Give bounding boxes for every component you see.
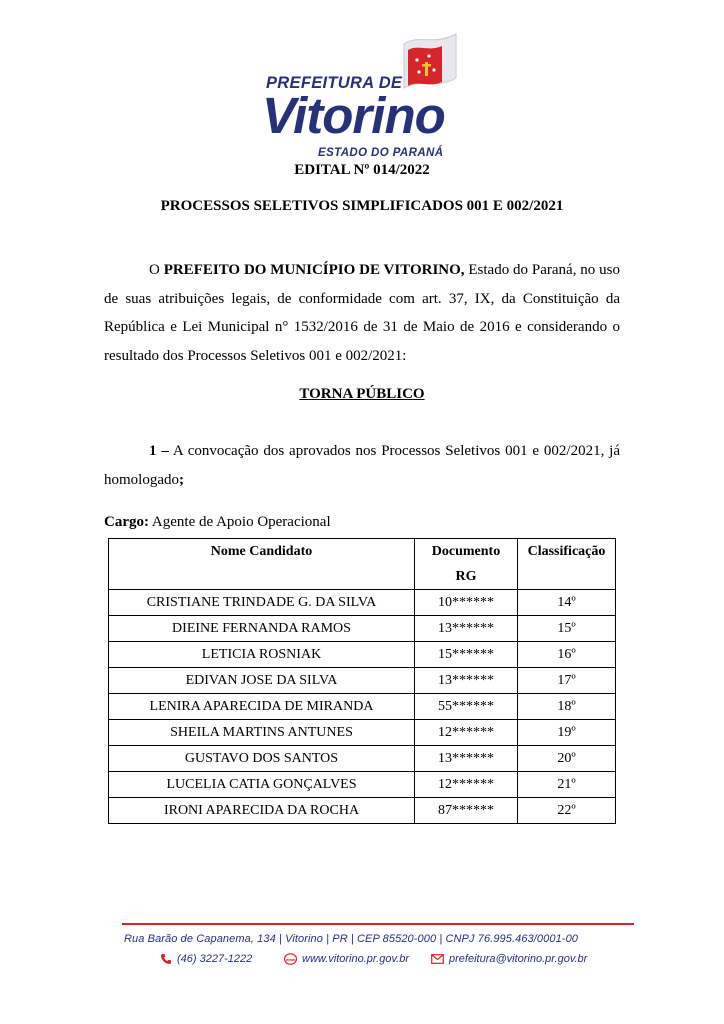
footer-website-text[interactable]: www.vitorino.pr.gov.br [302,953,409,965]
candidate-document: 12****** [415,720,518,746]
municipality-logo [258,26,468,159]
candidate-classification: 18º [518,694,616,720]
table-header-row [109,539,616,590]
candidate-document: 87****** [415,798,518,824]
footer-divider [122,923,634,925]
candidate-name: GUSTAVO DOS SANTOS [109,746,415,772]
footer-address: Rua Barão de Capanema, 134 | Vitorino | PR | CEP 85520-000 | CNPJ 76.995.463/0001-00 [124,933,579,945]
table-row [109,616,616,642]
table-row [109,694,616,720]
footer-email-text[interactable]: prefeitura@vitorino.pr.gov.br [449,953,588,965]
candidate-classification: 19º [518,720,616,746]
intro-rest: Estado do Paraná, no uso de suas atribuições legais, de conformidade com art. 37, IX, da Constituição da República e Lei Municipal n° 1532/2016 de 31 de Maio de 2016 e considerando o resultado dos Processos Seletivos 001 e 002/2021: [104,262,620,364]
candidate-document: 13****** [415,668,518,694]
candidate-classification: 20º [518,746,616,772]
edital-subtitle: PROCESSOS SELETIVOS SIMPLIFICADOS 001 E 002/2021 [160,198,564,214]
item-1-paragraph [104,437,620,494]
mail-icon [431,954,444,964]
candidate-document: 13****** [415,746,518,772]
candidate-name: LETICIA ROSNIAK [109,642,415,668]
table-row [109,668,616,694]
candidate-document: 12****** [415,772,518,798]
header-classification: Classificação [518,539,616,590]
phone-icon [160,953,172,965]
header-document [415,539,518,590]
candidate-document: 10****** [415,590,518,616]
svg-text:www: www [285,956,296,962]
cargo-value: Agente de Apoio Operacional [149,514,331,530]
intro-bold: PREFEITO DO MUNICÍPIO DE VITORINO, [163,262,465,278]
item-1-end: ; [179,471,184,488]
header-name: Nome Candidato [109,539,415,590]
cargo-label: Cargo: [104,514,149,530]
table-row [109,720,616,746]
table-row [109,772,616,798]
table-row [109,642,616,668]
candidate-name: LUCELIA CATIA GONÇALVES [109,772,415,798]
edital-title: EDITAL Nº 014/2022 [294,162,430,178]
candidate-name: SHEILA MARTINS ANTUNES [109,720,415,746]
item-1-number: 1 – [149,443,169,459]
cargo-line [104,514,331,531]
candidate-classification: 21º [518,772,616,798]
candidate-name: LENIRA APARECIDA DE MIRANDA [109,694,415,720]
torna-publico-heading: TORNA PÚBLICO [299,386,425,402]
candidate-name: CRISTIANE TRINDADE G. DA SILVA [109,590,415,616]
candidate-document: 13****** [415,616,518,642]
footer-email[interactable] [431,953,587,965]
table-row [109,590,616,616]
footer-phone [160,953,252,965]
table-row [109,798,616,824]
logo-state-name: ESTADO DO PARANÁ [318,147,444,159]
footer-phone-text: (46) 3227-1222 [177,953,253,965]
table-row [109,746,616,772]
web-icon [284,953,297,965]
candidate-classification: 15º [518,616,616,642]
candidate-name: EDIVAN JOSE DA SILVA [109,668,415,694]
candidate-document: 15****** [415,642,518,668]
candidates-table [108,538,616,824]
candidate-classification: 16º [518,642,616,668]
candidate-document: 55****** [415,694,518,720]
candidate-classification: 22º [518,798,616,824]
candidate-name: IRONI APARECIDA DA ROCHA [109,798,415,824]
logo-line-1: PREFEITURA DE [266,74,403,92]
candidate-classification: 14º [518,590,616,616]
logo-city-name: Vitorino [262,87,445,144]
candidate-name: DIEINE FERNANDA RAMOS [109,616,415,642]
item-1-text: A convocação dos aprovados nos Processos Seletivos 001 e 002/2021, já homologado [104,443,621,488]
footer-website[interactable] [284,953,409,965]
candidate-classification: 17º [518,668,616,694]
intro-paragraph [104,256,620,370]
intro-prefix: O [149,262,164,278]
header-doc-line-1: Documento [431,544,501,559]
header-doc-line-2: RG [455,569,477,584]
